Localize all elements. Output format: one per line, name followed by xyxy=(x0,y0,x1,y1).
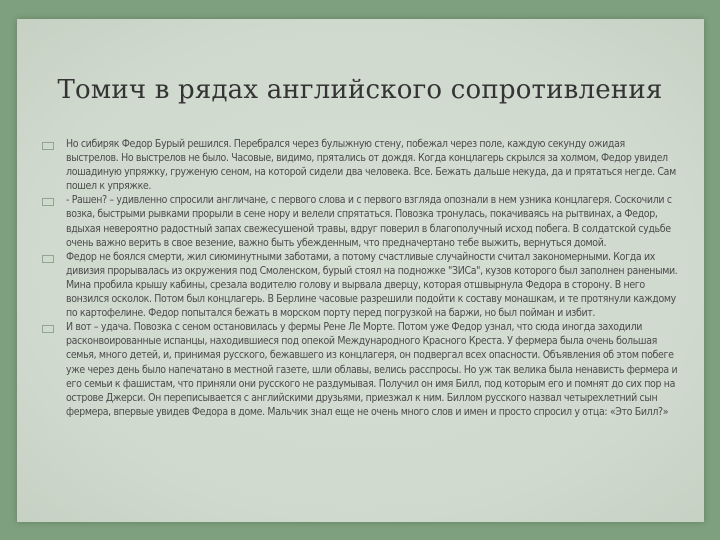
paragraph-4 xyxy=(38,320,678,419)
hollow-square-bullet-icon xyxy=(42,325,54,333)
hollow-square-bullet-icon xyxy=(42,142,54,150)
paragraph-text: И вот – удача. Повозка с сеном остановилась у фермы Рене Ле Морте. Потом уже Федор узнал, что сюда иногда заходили расконвоированные испанцы, находившиеся под опекой Международного Красного Креста. У фермера была очень большая семья, много детей, и, принимая русского, бежавшего из концлагеря, он подвергал всех опасности. Объявления об этом побеге уже через день было напечатано в местной газете, шли облавы, велись расспросы. Но уж так велика была ненависть фермера и его семьи к фашистам, что приняли они русского не раздумывая. Получил он имя Билл, под которым его и помнят до сих пор на острове Джерси. Он переписывается с английскими друзьями, приезжал к ним. Биллом русского назвал четырехлетний сын фермера, впервые увидев Федора в доме. Мальчик знал еще не очень много слов и имен и просто спросил у отца: «Это Билл?» xyxy=(66,321,678,418)
hollow-square-bullet-icon xyxy=(42,255,54,263)
paragraph-text: - Рашен? – удивленно спросили англичане, с первого слова и с первого взгляда опознали в нем узника концлагеря. Соскочили с возка, быстрыми рывками прорыли в сене нору и велели спрятаться. Повозка тронулась, покачиваясь на рытвинах, а Федор, вдыхая невероятно радостный запах свежесушеной травы, вдруг поверил в благополучный исход побега. В солдатской судьбе очень важно верить в свое везение, важно быть убежденным, что предначертано тебе выжить, вернуться домой. xyxy=(66,194,672,249)
paragraph-text: Федор не боялся смерти, жил сиюминутными заботами, а потому счастливые случайности считал закономерными. Когда их дивизия прорывалась из окружения под Смоленском, бурый стоял на подножке "ЗИСа", кузов которого был заполнен ранеными. Мина пробила крышу кабины, срезала водителю голову и вырвала дверцу, которая отшвырнула Федора в сторону. В него вонзился осколок. Потом был концлагерь. В Берлине часовые разрешили подойти к составу монашкам, и те протянули каждому по картофелине. Федор попытался бежать в морском порту перед погрузкой на баржи, но был пойман и избит. xyxy=(66,250,678,320)
slide-body xyxy=(38,137,678,419)
paragraph-2 xyxy=(38,193,678,249)
hollow-square-bullet-icon xyxy=(42,198,54,206)
slide-title: Томич в рядах английского сопротивления xyxy=(57,75,663,105)
paragraph-text: Но сибиряк Федор Бурый решился. Перебрался через булыжную стену, побежал через поле, каждую секунду ожидая выстрелов. Но выстрелов не было. Часовые, видимо, прятались от дождя. Когда концлагерь скрылся за холмом, Федор увидел лошадиную упряжку, груженую сеном, на которой сидели два человека. Все. Бежать дальше некуда, да и прятаться негде. Сам пошел к упряжке. xyxy=(66,138,676,193)
paragraph-1 xyxy=(38,137,678,193)
paragraph-3 xyxy=(38,250,678,320)
